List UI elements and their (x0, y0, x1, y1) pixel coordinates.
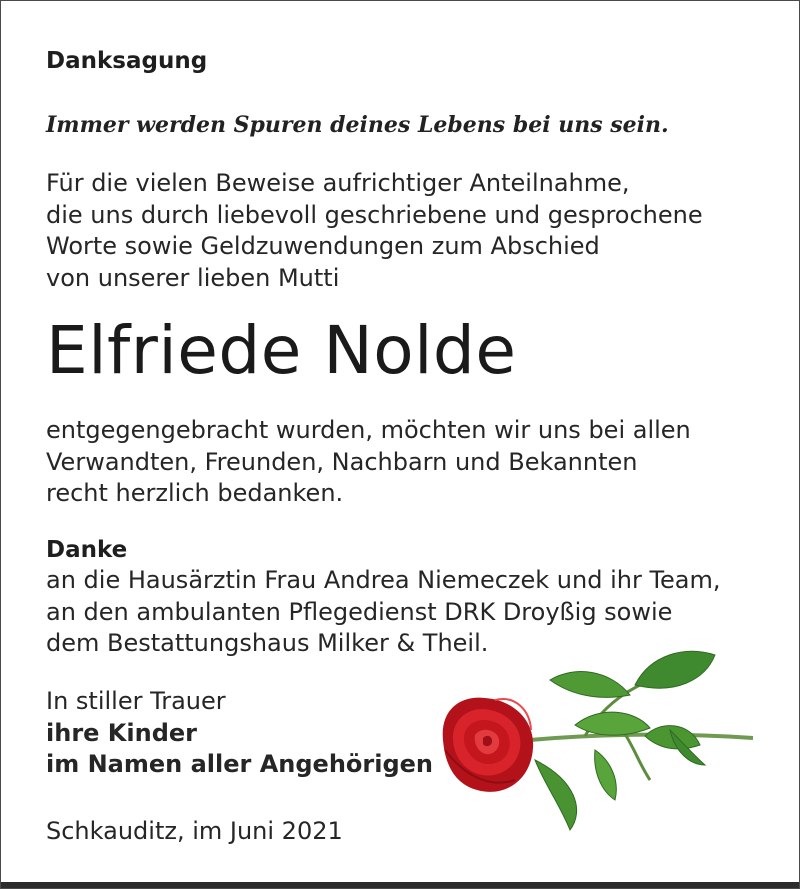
thanks-line: Verwandten, Freunden, Nachbarn und Bekannten (46, 447, 638, 476)
rose-bloom-icon (443, 698, 533, 792)
mourning-family: ihre Kinder (46, 718, 197, 747)
thanks-line: recht herzlich bedanken. (46, 479, 344, 507)
leaf-icon (635, 651, 715, 688)
intro-line: die uns durch liebevoll geschriebene und gesprochene (46, 200, 703, 229)
notice-heading: Danksagung (46, 48, 208, 74)
danke-line: dem Bestattungshaus Milker & Theil. (46, 629, 489, 657)
danke-heading: Danke (46, 537, 128, 563)
leaf-icon (535, 760, 577, 830)
intro-paragraph (46, 168, 703, 294)
mourning-line: In stiller Trauer (46, 687, 226, 715)
intro-line: Für die vielen Beweise aufrichtiger Anteilnahme, (46, 169, 630, 197)
motto: Immer werden Spuren deines Lebens bei uns sein. (46, 112, 669, 138)
intro-line: von unserer lieben Mutti (46, 263, 340, 292)
mourning-block (46, 686, 433, 781)
rose-image (435, 640, 760, 835)
deceased-name: Elfriede Nolde (46, 312, 517, 389)
thanks-line: entgegengebracht wurden, möchten wir uns bei allen (46, 416, 691, 444)
leaf-icon (550, 672, 630, 698)
thanks-paragraph (46, 415, 691, 510)
danke-line: an den ambulanten Pflegedienst DRK Droyßig sowie (46, 597, 673, 626)
place-date: Schkauditz, im Juni 2021 (46, 817, 343, 845)
intro-line: Worte sowie Geldzuwendungen zum Abschied (46, 232, 600, 260)
rose-stem (530, 735, 753, 740)
danke-line: an die Hausärztin Frau Andrea Niemeczek und ihr Team, (46, 566, 721, 594)
mourning-relatives: im Namen aller Angehörigen (46, 750, 434, 778)
